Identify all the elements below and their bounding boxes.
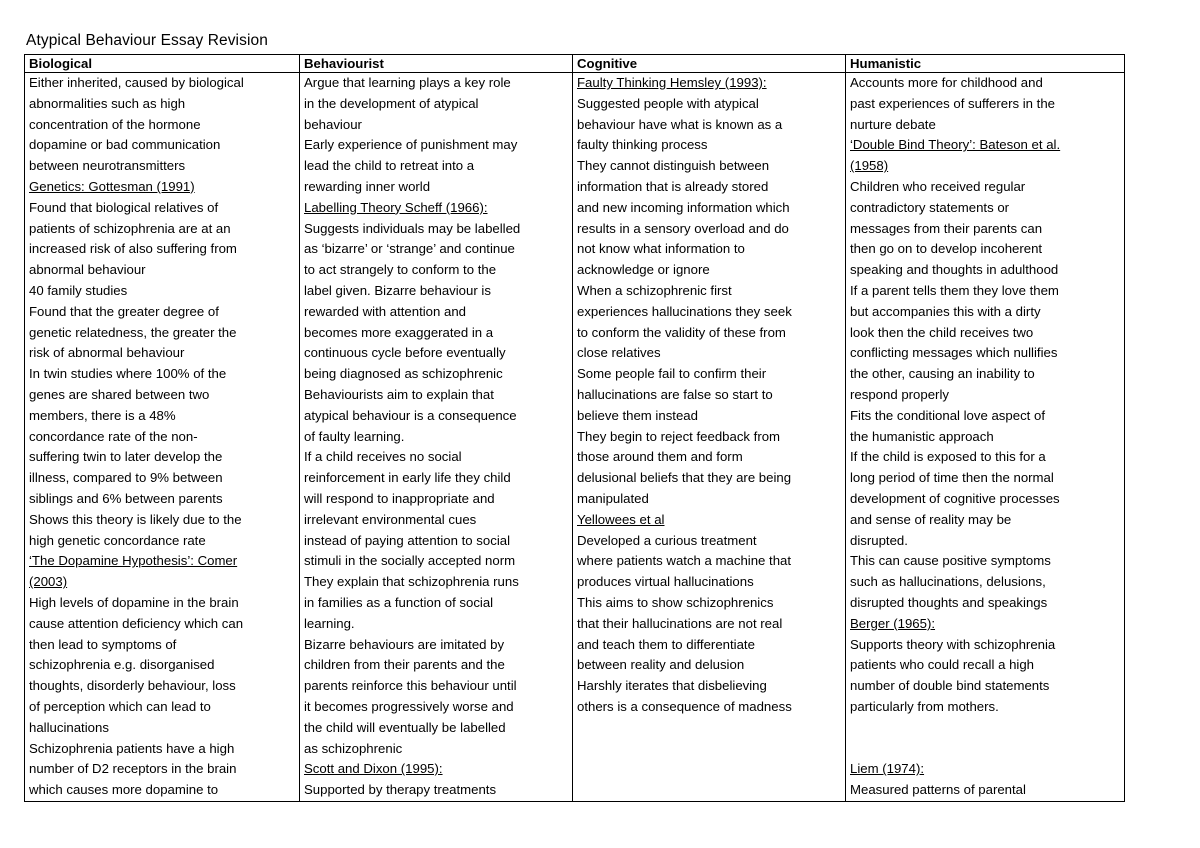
text-line: manipulated [577,490,649,506]
text-line: rewarded with attention and [304,303,467,319]
text-line: rewarding inner world [304,178,431,194]
text-line: Either inherited, caused by biological [29,75,244,90]
text-line: They begin to reject feedback from [577,428,781,444]
text-line: children from their parents and the [304,657,505,673]
text-line: Early experience of punishment may [304,137,518,153]
text-line: thoughts, disorderly behaviour, loss [29,678,236,694]
text-line: In twin studies where 100% of the [29,366,227,382]
text-line: Children who received regular [850,178,1026,194]
section-heading: ‘The Dopamine Hypothesis’: Comer [29,553,238,569]
text-line: to conform the validity of these from [577,324,786,340]
text-line: number of D2 receptors in the brain [29,761,237,777]
text-line: concordance rate of the non- [29,428,198,444]
text-line: that their hallucinations are not real [577,615,783,631]
text-line: the other, causing an inability to [850,366,1035,382]
text-line: Measured patterns of parental [850,782,1026,798]
section-heading: Berger (1965): [850,615,936,631]
text-line: of faulty learning. [304,428,405,444]
cell-humanistic [846,73,1125,802]
text-line: genetic relatedness, the greater the [29,324,237,340]
text-line: instead of paying attention to social [304,532,511,548]
text-line: abnormalities such as high [29,95,186,111]
text-line: Shows this theory is likely due to the [29,511,242,527]
text-line: Bizarre behaviours are imitated by [304,636,505,652]
text-line: being diagnosed as schizophrenic [304,366,503,382]
text-line: information that is already stored [577,178,769,194]
text-line: then lead to symptoms of [29,636,177,652]
text-line: past experiences of sufferers in the [850,95,1056,111]
cell-biological [25,73,300,802]
text-line: of perception which can lead to [29,698,211,714]
text-line: Found that the greater degree of [29,303,219,319]
text-line: They cannot distinguish between [577,158,770,174]
revision-table [24,54,1125,802]
text-line: disrupted thoughts and speakings [850,594,1048,610]
text-line: risk of abnormal behaviour [29,345,185,361]
text-line: between neurotransmitters [29,158,186,174]
text-line: schizophrenia e.g. disorganised [29,657,215,673]
text-line: hallucinations [29,719,109,735]
cell-cognitive [573,73,846,802]
text-line: between reality and delusion [577,657,745,673]
text-line: results in a sensory overload and do [577,220,789,236]
text-line: If a child receives no social [304,449,462,465]
text-line: Found that biological relatives of [29,199,219,215]
text-line: then go on to develop incoherent [850,241,1043,257]
text-line: illness, compared to 9% between [29,470,223,486]
text-line: experiences hallucinations they seek [577,303,792,319]
text-line: patients who could recall a high [850,657,1035,673]
text-line: it becomes progressively worse and [304,698,514,714]
text-line: irrelevant environmental cues [304,511,477,527]
text-line: They explain that schizophrenia runs [304,574,519,590]
text-line: If the child is exposed to this for a [850,449,1046,465]
text-line: not know what information to [577,241,745,257]
text-line: the child will eventually be labelled [304,719,506,735]
text-line: Suggested people with atypical [577,95,759,111]
text-line: produces virtual hallucinations [577,574,754,590]
text-line: as schizophrenic [304,740,403,756]
text-line: contradictory statements or [850,199,1010,215]
section-heading: Genetics: Gottesman (1991) [29,178,195,194]
text-line: acknowledge or ignore [577,262,710,278]
text-line: in the development of atypical [304,95,479,111]
text-line: Behaviourists aim to explain that [304,386,494,402]
text-line: becomes more exaggerated in a [304,324,494,340]
text-line: speaking and thoughts in adulthood [850,262,1059,278]
text-line: Supports theory with schizophrenia [850,636,1056,652]
text-line: respond properly [850,386,949,402]
text-line: patients of schizophrenia are at an [29,220,231,236]
text-line: where patients watch a machine that [577,553,792,569]
section-heading: ‘Double Bind Theory’: Bateson et al. [850,137,1061,153]
text-line: Argue that learning plays a key role [304,75,511,90]
text-line: those around them and form [577,449,743,465]
text-line: such as hallucinations, delusions, [850,574,1046,590]
text-line: others is a consequence of madness [577,698,792,714]
text-line: behaviour [304,116,362,132]
text-line: Harshly iterates that disbelieving [577,678,767,694]
text-line: Schizophrenia patients have a high [29,740,235,756]
text-line: but accompanies this with a dirty [850,303,1041,319]
text-line: which causes more dopamine to [29,782,219,798]
text-line: Fits the conditional love aspect of [850,407,1045,423]
text-line: parents reinforce this behaviour until [304,678,517,694]
header-biological: Biological [25,55,300,73]
text-line: in families as a function of social [304,594,494,610]
text-line: Supported by therapy treatments [304,782,497,798]
text-line [850,718,1120,739]
text-line: believe them instead [577,407,698,423]
text-line: continuous cycle before eventually [304,345,506,361]
text-line: reinforcement in early life they child [304,470,511,486]
text-line: development of cognitive processes [850,490,1060,506]
header-humanistic: Humanistic [846,55,1125,73]
text-line: learning. [304,615,355,631]
text-line: If a parent tells them they love them [850,282,1059,298]
text-line: messages from their parents can [850,220,1043,236]
text-line: This can cause positive symptoms [850,553,1051,569]
section-heading: (1958) [850,158,889,174]
section-heading: Scott and Dixon (1995): [304,761,443,777]
text-line: high genetic concordance rate [29,532,206,548]
text-line: cause attention deficiency which can [29,615,244,631]
text-line: long period of time then the normal [850,470,1054,486]
text-line: 40 family studies [29,282,128,298]
text-line: atypical behaviour is a consequence [304,407,517,423]
text-line: as ‘bizarre’ or ‘strange’ and continue [304,241,515,257]
text-line: close relatives [577,345,661,361]
text-line: lead the child to retreat into a [304,158,475,174]
text-line: Developed a curious treatment [577,532,757,548]
text-line: and teach them to differentiate [577,636,755,652]
section-heading: Liem (1974): [850,761,925,777]
text-line: number of double bind statements [850,678,1050,694]
text-line [850,739,1120,760]
content-row [25,73,1125,802]
text-line: genes are shared between two [29,386,210,402]
text-line: and new incoming information which [577,199,790,215]
text-line: particularly from mothers. [850,698,999,714]
section-heading: Labelling Theory Scheff (1966): [304,199,488,215]
text-line: When a schizophrenic first [577,282,732,298]
text-line: to act strangely to conform to the [304,262,497,278]
text-line: Suggests individuals may be labelled [304,220,521,236]
text-line: look then the child receives two [850,324,1034,340]
text-line: label given. Bizarre behaviour is [304,282,491,298]
text-line: faulty thinking process [577,137,708,153]
header-cognitive: Cognitive [573,55,846,73]
text-line: Accounts more for childhood and [850,75,1043,90]
header-behaviourist: Behaviourist [300,55,573,73]
text-line: the humanistic approach [850,428,994,444]
text-line: delusional beliefs that they are being [577,470,792,486]
text-line: concentration of the hormone [29,116,201,132]
text-line: stimuli in the socially accepted norm [304,553,516,569]
text-line: and sense of reality may be [850,511,1012,527]
text-line: members, there is a 48% [29,407,176,423]
text-line: hallucinations are false so start to [577,386,773,402]
cell-behaviourist [300,73,573,802]
section-heading: (2003) [29,574,68,590]
header-row [25,55,1125,73]
text-line: High levels of dopamine in the brain [29,594,239,610]
text-line: conflicting messages which nullifies [850,345,1058,361]
text-line: siblings and 6% between parents [29,490,223,506]
document-title: Atypical Behaviour Essay Revision [26,32,268,49]
text-line: suffering twin to later develop the [29,449,223,465]
text-line: Some people fail to confirm their [577,366,767,382]
text-line: behaviour have what is known as a [577,116,783,132]
section-heading: Yellowees et al [577,511,665,527]
text-line: nurture debate [850,116,936,132]
text-line: dopamine or bad communication [29,137,221,153]
text-line: disrupted. [850,532,908,548]
text-line: abnormal behaviour [29,262,146,278]
section-heading: Faulty Thinking Hemsley (1993): [577,75,767,90]
text-line: increased risk of also suffering from [29,241,237,257]
text-line: This aims to show schizophrenics [577,594,774,610]
text-line: will respond to inappropriate and [304,490,495,506]
